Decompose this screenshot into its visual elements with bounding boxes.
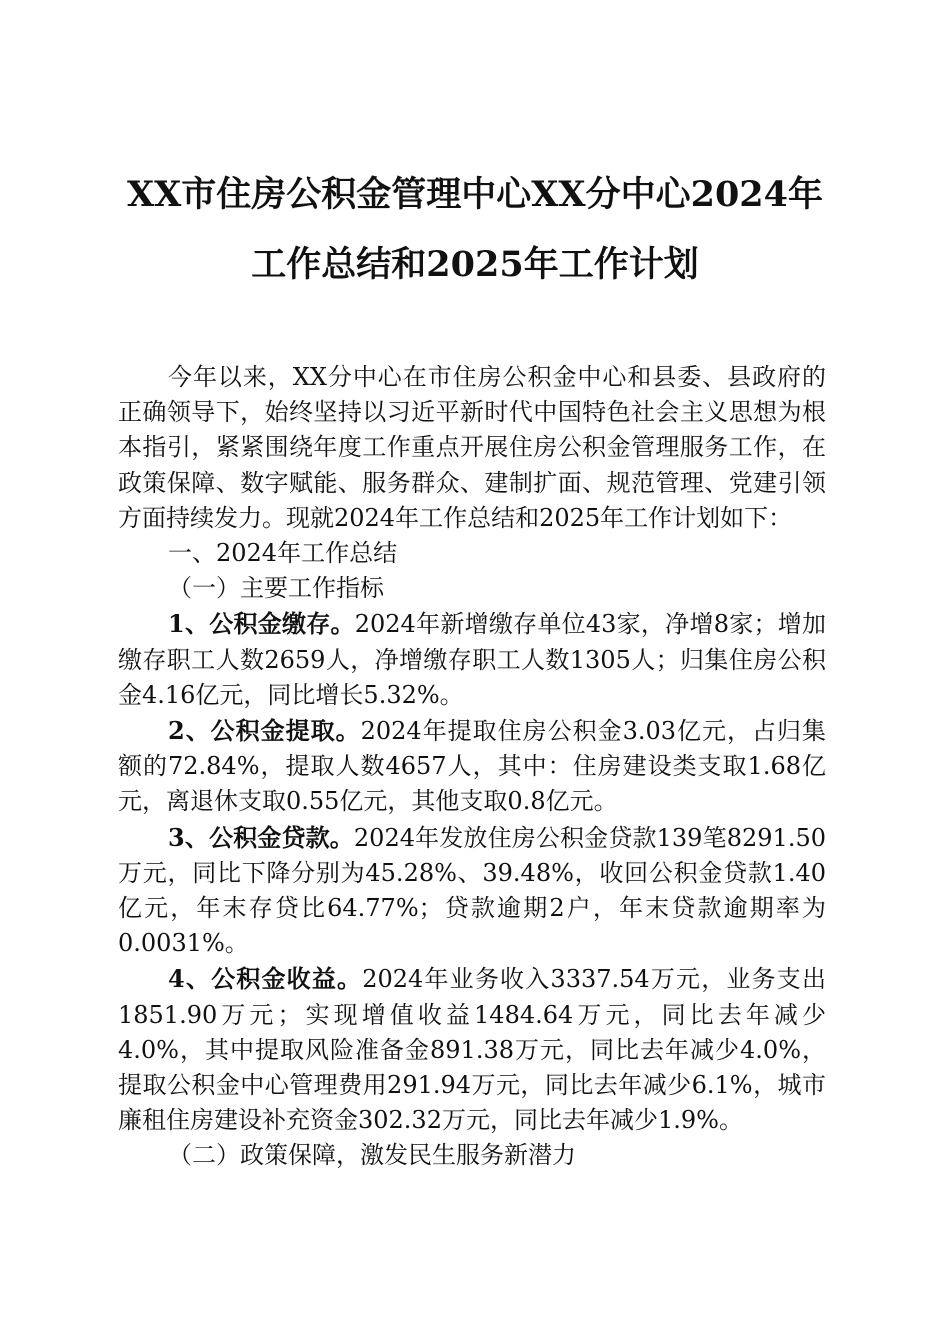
indicator-lead: 3、公积金贷款。 (168, 822, 354, 852)
subsection-heading: （二）政策保障，激发民生服务新潜力 (168, 1141, 576, 1170)
indicator-paragraph (118, 606, 826, 713)
indicator-lead: 1、公积金缴存。 (168, 609, 355, 639)
indicator-paragraph (118, 713, 826, 820)
indicator-paragraph (118, 820, 826, 962)
indicator-text: 2024年提取住房公积金3.03亿元，占归集额的72.84%，提取人数4657人，其中：住房建设类支取1.68亿元，离退休支取0.55亿元，其他支取0.8亿元。 (118, 717, 826, 816)
document-title-line-2: 工作总结和2025年工作计划 (251, 244, 699, 285)
indicator-text: 2024年业务收入3337.54万元，业务支出1851.90万元；实现增值收益1484.64万元，同比去年减少4.0%，其中提取风险准备金891.38万元，同比去年减少4.0%，提取公积金中心管理费用291.94万元，同比去年减少6.1%，城市廉租住房建设补充资金302.32万元，同比去年减少1.9%。 (118, 965, 826, 1135)
subsection-heading: （一）主要工作指标 (168, 574, 384, 603)
indicator-paragraph (118, 961, 826, 1138)
section-heading: 一、2024年工作总结 (168, 539, 398, 568)
indicator-lead: 2、公积金提取。 (168, 716, 361, 746)
intro-paragraph: 今年以来，XX分中心在市住房公积金中心和县委、县政府的正确领导下，始终坚持以习近平新时代中国特色社会主义思想为根本指引，紧紧围绕年度工作重点开展住房公积金管理服务工作，在政策保障、数字赋能、服务群众、建制扩面、规范管理、党建引领方面持续发力。现就2024年工作总结和2025年工作计划如下： (118, 363, 826, 532)
document-body (118, 360, 826, 1174)
indicator-lead: 4、公积金收益。 (168, 964, 363, 994)
indicator-text: 2024年新增缴存单位43家，净增8家；增加缴存职工人数2659人，净增缴存职工人数1305人；归集住房公积金4.16亿元，同比增长5.32%。 (118, 610, 826, 709)
indicator-text: 2024年发放住房公积金贷款139笔8291.50万元，同比下降分别为45.28%、39.48%，收回公积金贷款1.40亿元，年末存贷比64.77%；贷款逾期2户，年末贷款逾期率为0.0031%。 (118, 823, 826, 958)
document-title-line-1: XX市住房公积金管理中心XX分中心2024年 (126, 174, 824, 215)
